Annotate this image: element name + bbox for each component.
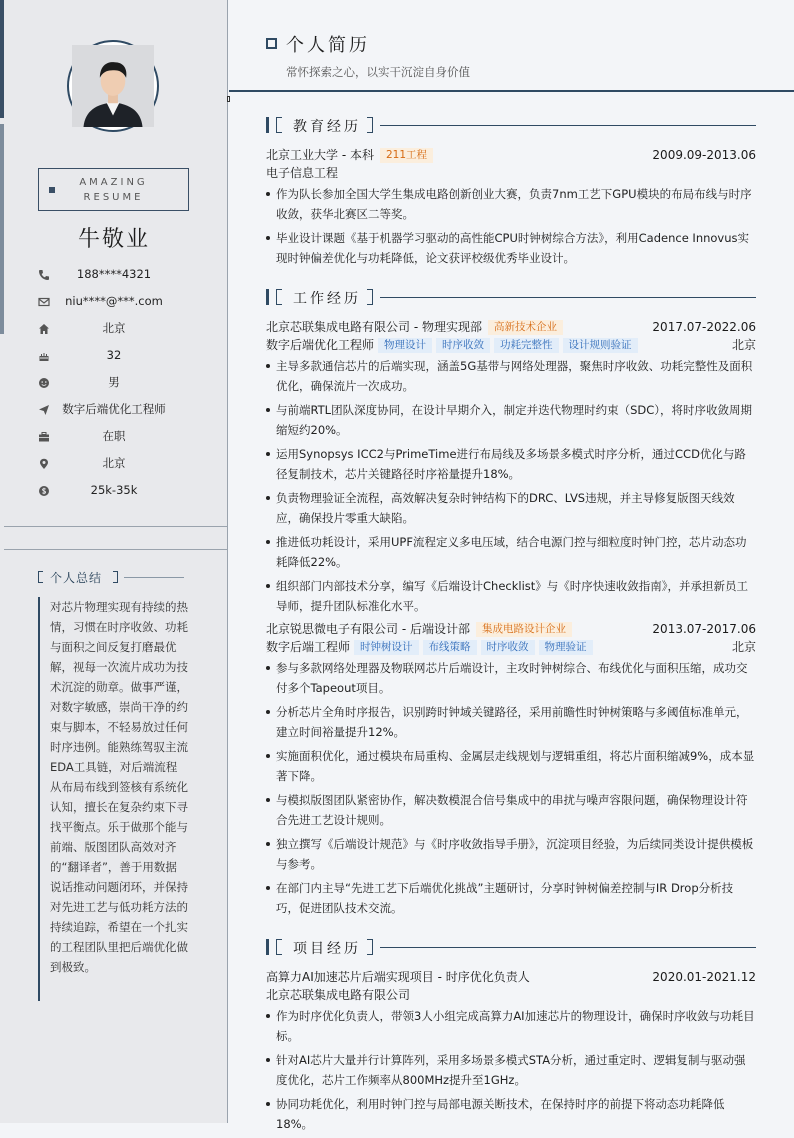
bracket-right-icon [113,571,118,583]
section-bar-icon [266,289,269,305]
school-tag: 211工程 [380,148,433,163]
info-value: 北京 [102,321,126,335]
job-role: 数字后端工程师 [266,640,351,654]
skill-tag: 物理设计 [378,338,432,353]
avatar [67,40,159,132]
skill-tag: 物理验证 [539,640,593,655]
job-role-line [266,336,756,354]
candidate-name: 牛敬业 [77,227,150,252]
section-heading-education [266,114,756,136]
job-period: 2013.07-2017.06 [652,622,756,636]
section-title: 项目经历 [293,941,361,957]
list-item: 在部门内主导“先进工艺下后端优化挑战”主题研讨，分享时钟树偏差控制与IR Drop分析技巧，促进团队技术交流。 [266,878,756,918]
list-item: 与前端RTL团队深度协同，在设计早期介入，制定并迭代物理时约束（SDC），将时序收敛周期缩短约20%。 [266,400,756,440]
resume-header [229,0,794,92]
home-icon [38,323,50,335]
education-bullets [266,184,756,268]
company-name: 北京芯联集成电路有限公司 - 物理实现部 [266,320,482,334]
list-item: 与模拟版图团队紧密协作，解决数模混合信号集成中的串扰与噪声容限问题，确保物理设计符合先进工艺设计规则。 [266,790,756,830]
bracket-right-icon [367,939,373,955]
section-heading-work [266,286,756,308]
list-item: 独立撰写《后端设计规范》与《时序收敛指导手册》，沉淀项目经验，为后续同类设计提供模板与参考。 [266,834,756,874]
info-value: 男 [108,375,120,389]
job-company-line [266,318,756,336]
education-period: 2009.09-2013.06 [652,148,756,162]
project-bullets [266,1006,756,1134]
bracket-left-icon [276,117,282,133]
section-rule [380,297,756,298]
info-location [0,451,228,478]
job-company-line [266,620,756,638]
list-item: 实施面积优化，通过模块布局重构、金属层走线规划与逻辑重组，将芯片面积缩减9%，成本显著下降。 [266,746,756,786]
list-item: 参与多款网络处理器及物联网芯片后端设计，主攻时钟树综合、布线优化与面积压缩，成功交付多个Tapeout项目。 [266,658,756,698]
avatar-photo [72,45,154,127]
job-bullets [266,658,756,918]
list-item: 主导多款通信芯片的后端实现，涵盖5G基带与网络处理器，聚焦时序收敛、功耗完整性及面积优化，确保流片一次成功。 [266,356,756,396]
sidebar-divider [4,549,227,550]
info-hometown [0,316,228,343]
list-item: 作为时序优化负责人，带领3人小组完成高算力AI加速芯片的物理设计，确保时序收敛与功耗目标。 [266,1006,756,1046]
job-city: 北京 [731,640,756,654]
info-value: niu****@***.com [65,294,163,308]
list-item: 毕业设计课题《基于机器学习驱动的高性能CPU时钟树综合方法》，利用Cadence Innovus实现时钟偏差优化与功耗降低，论文获评校级优秀毕业设计。 [266,228,756,268]
contact-info-list [0,262,228,505]
summary-title: 个人总结 [50,571,103,585]
job-period: 2017.07-2022.06 [652,320,756,334]
list-item: 推进低功耗设计，采用UPF流程定义多电压域，结合电源门控与细粒度时钟门控，芯片动态功耗降低22%。 [266,532,756,572]
info-phone [0,262,228,289]
info-age [0,343,228,370]
amazing-resume-badge [38,168,189,211]
section-bar-icon [266,117,269,133]
info-email [0,289,228,316]
list-item: 协同功耗优化，利用时钟门控与局部电源关断技术，在保持时序的前提下将动态功耗降低18%。 [266,1094,756,1134]
section-title: 工作经历 [293,291,361,307]
sidebar-divider [4,526,227,527]
list-item: 分析芯片全角时序报告，识别跨时钟域关键路径，采用前瞻性时钟树策略与多阈值标准单元，建立时间裕量提升12%。 [266,702,756,742]
bracket-right-icon [367,289,373,305]
job-bullets [266,356,756,616]
square-bullet-icon [49,187,55,193]
job-city: 北京 [731,338,756,352]
sidebar-edge-accent [0,0,4,118]
skill-tag: 时钟树设计 [354,640,419,655]
section-bar-icon [266,939,269,955]
list-item: 运用Synopsys ICC2与PrimeTime进行布局线及多场景多模式时序分析，通过CCD优化与路径复制技术，芯片关键路径时序裕量提升18%。 [266,444,756,484]
info-status [0,424,228,451]
job-role: 数字后端优化工程师 [266,338,375,352]
summary-text: 对芯片物理实现有持续的热情，习惯在时序收敛、功耗与面积之间反复打磨最优解，视每一次流片成功为技术沉淀的勋章。做事严谨，对数字敏感，崇尚干净的约束与脚本，不轻易放过任何时序违例。能熟练驾驭主流EDA工具链，对后端流程从布局布线到签核有系统化认知，擅长在复杂约束下寻找平衡点。乐于做那个能与前端、版图团队高效对齐的“翻译者”，善于用数据说话推动问题闭环，并保持对先进工艺与低功耗方法的持续追踪，希望在一个扎实的工程团队里把后端优化做到极致。 [38,597,188,1001]
info-value: 188****4321 [76,267,152,281]
person-portrait-icon [72,45,154,127]
badge-line-2: RESUME [83,192,144,203]
skill-tag: 设计规则验证 [563,338,638,353]
company-tag: 集成电路设计企业 [476,622,572,637]
company-tag: 高新技术企业 [488,320,563,335]
info-position [0,397,228,424]
list-item: 作为队长参加全国大学生集成电路创新创业大赛，负责7nm工艺下GPU模块的布局布线与时序收敛，获华北赛区二等奖。 [266,184,756,224]
location-icon [38,458,50,470]
resume-body [266,114,756,1138]
bracket-right-icon [367,117,373,133]
info-value: 北京 [102,456,126,470]
info-salary [0,478,228,505]
info-value: 在职 [102,429,126,443]
page-subtitle: 常怀探索之心，以实干沉淀自身价值 [286,65,470,79]
cake-icon [38,350,50,362]
skill-tag: 布线策略 [423,640,477,655]
skill-tag: 功耗完整性 [494,338,559,353]
send-icon [38,404,50,416]
heading-rule [124,577,184,578]
bracket-left-icon [276,289,282,305]
summary-heading [38,569,188,585]
section-rule [380,947,756,948]
project-org: 北京芯联集成电路有限公司 [266,988,411,1002]
project-name: 高算力AI加速芯片后端实现项目 - 时序优化负责人 [266,970,530,984]
info-value: 32 [106,348,122,362]
phone-icon [38,269,50,281]
company-name: 北京锐思微电子有限公司 - 后端设计部 [266,622,470,636]
list-item: 负责物理验证全流程，高效解决复杂时钟结构下的DRC、LVS违规，并主导修复版图天线效应，确保投片零重大缺陷。 [266,488,756,528]
square-outline-icon [266,38,277,49]
skill-tag: 时序收敛 [481,640,535,655]
school-name: 北京工业大学 - 本科 [266,148,374,162]
project-name-line [266,968,756,986]
list-item: 组织部门内部技术分享，编写《后端设计Checklist》与《时序快速收敛指南》，并承担新员工导师，提升团队标准化水平。 [266,576,756,616]
info-gender [0,370,228,397]
main-content [229,0,794,1131]
badge-line-1: AMAZING [79,177,148,188]
info-value: 25k-35k [90,483,138,497]
project-period: 2020.01-2021.12 [652,970,756,984]
sidebar [0,0,228,1123]
section-rule [380,125,756,126]
face-icon [38,377,50,389]
education-major: 电子信息工程 [266,166,339,180]
bracket-left-icon [276,939,282,955]
list-item: 针对AI芯片大量并行计算阵列，采用多场景多模式STA分析，通过重定时、逻辑复制与驱动强度优化，芯片工作频率从800MHz提升至1GHz。 [266,1050,756,1090]
briefcase-icon [38,431,50,443]
info-value: 数字后端优化工程师 [62,402,166,416]
education-school-line [266,146,756,164]
section-heading-projects [266,936,756,958]
skill-tag: 时序收敛 [436,338,490,353]
section-title: 教育经历 [293,119,361,135]
job-role-line [266,638,756,656]
page-title: 个人简历 [286,35,370,56]
money-icon [38,485,50,497]
mail-icon [38,296,50,308]
bracket-left-icon [38,571,43,583]
